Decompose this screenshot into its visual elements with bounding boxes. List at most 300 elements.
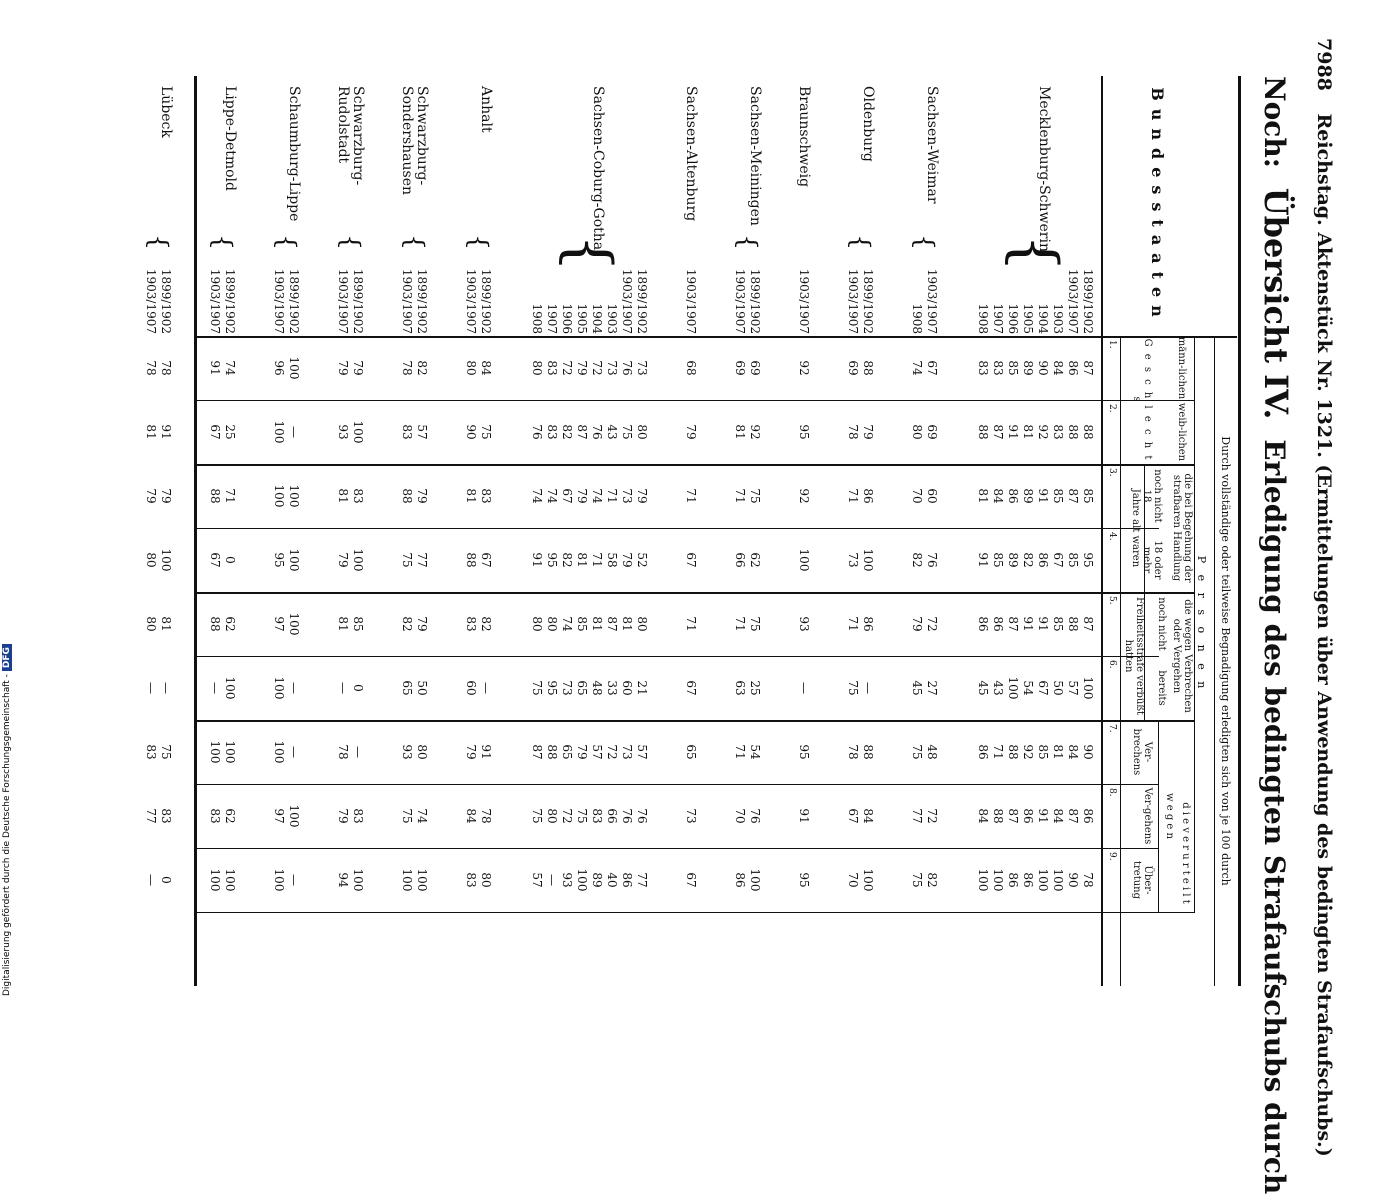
value-cell xyxy=(399,848,429,912)
value: 76 xyxy=(925,552,939,568)
value: 86 xyxy=(1006,488,1020,504)
value: 80 xyxy=(144,616,158,632)
value: 54 xyxy=(748,744,762,760)
value: 75 xyxy=(479,424,493,440)
value-cell xyxy=(463,848,493,912)
value-cell xyxy=(143,528,173,592)
value-cell xyxy=(975,592,1095,656)
value: 85 xyxy=(575,616,589,632)
year-range: 1903/1907 xyxy=(733,268,747,334)
value: 83 xyxy=(208,808,222,824)
value-cell xyxy=(529,720,649,784)
value: 86 xyxy=(976,744,990,760)
rule-banner xyxy=(1214,336,1215,986)
value: — xyxy=(545,874,559,886)
weiblich-caption: weib-lichen xyxy=(1176,402,1187,462)
brace: { xyxy=(1000,234,1070,273)
value: 76 xyxy=(530,424,544,440)
value-cell xyxy=(529,656,649,720)
value: 79 xyxy=(575,360,589,376)
year-range-list xyxy=(975,254,1095,334)
value: 79 xyxy=(336,552,350,568)
value: 91 xyxy=(1036,488,1050,504)
state-name: Mecklenburg-Schwerin xyxy=(1036,86,1052,252)
value: 75 xyxy=(846,680,860,696)
value: 73 xyxy=(635,360,649,376)
value: 43 xyxy=(991,680,1005,696)
value: — xyxy=(861,682,875,694)
value: 93 xyxy=(560,872,574,888)
bereits-caption: bereits xyxy=(1156,670,1167,706)
title-subtitle: Erledigung des bedingten Strafaufschubs durch xyxy=(1258,439,1291,1194)
value: 100 xyxy=(159,548,173,572)
value: 83 xyxy=(159,808,173,824)
value: 74 xyxy=(560,616,574,632)
value: 100 xyxy=(272,868,286,892)
value: 91 xyxy=(159,424,173,440)
value: 85 xyxy=(1051,616,1065,632)
value: 83 xyxy=(590,808,604,824)
value: 100 xyxy=(415,868,429,892)
year-range-list xyxy=(271,254,301,334)
value-cell xyxy=(271,464,301,528)
value-cell xyxy=(207,528,237,592)
value: 81 xyxy=(464,488,478,504)
year-range: 1903/1907 xyxy=(684,268,698,334)
value: 85 xyxy=(991,552,1005,568)
value: 84 xyxy=(1051,808,1065,824)
value-cell xyxy=(399,464,429,528)
value-cell xyxy=(335,720,365,784)
column-number: 5. xyxy=(1107,596,1117,605)
value-cell xyxy=(845,528,875,592)
verurteilt-caption: d i e v e r u r t e i l t xyxy=(1180,802,1191,904)
state-name: Schwarzburg-Rudolstadt xyxy=(335,86,366,186)
value: 83 xyxy=(545,424,559,440)
value: 88 xyxy=(976,424,990,440)
year-range: 1903 xyxy=(1051,303,1065,334)
value-cell xyxy=(683,400,698,464)
value: 91 xyxy=(208,360,222,376)
value: 95 xyxy=(545,552,559,568)
year-range-list xyxy=(207,254,237,334)
value: 84 xyxy=(861,808,875,824)
value: 100 xyxy=(287,548,301,572)
value-cell xyxy=(683,784,698,848)
value: 89 xyxy=(1006,552,1020,568)
year-range: 1905 xyxy=(1021,303,1035,334)
value: 85 xyxy=(1051,488,1065,504)
value: — xyxy=(797,682,811,694)
value-cell xyxy=(463,592,493,656)
value: 58 xyxy=(605,552,619,568)
state-name: Anhalt xyxy=(478,86,494,133)
value: 67 xyxy=(1036,680,1050,696)
value: 79 xyxy=(351,360,365,376)
value: 76 xyxy=(590,424,604,440)
value: 76 xyxy=(620,808,634,824)
value: 62 xyxy=(223,616,237,632)
value: 71 xyxy=(605,488,619,504)
value: 40 xyxy=(605,872,619,888)
value: 80 xyxy=(530,616,544,632)
value: 76 xyxy=(620,360,634,376)
value-cell xyxy=(143,336,173,400)
value-cell xyxy=(399,336,429,400)
value: 86 xyxy=(1081,808,1095,824)
brace: { xyxy=(335,234,365,251)
year-range: 1908 xyxy=(976,303,990,334)
value-cell xyxy=(732,656,762,720)
value-cell xyxy=(845,336,875,400)
value: 80 xyxy=(415,744,429,760)
value-cell xyxy=(796,656,811,720)
value: — xyxy=(144,874,158,886)
value: 79 xyxy=(635,488,649,504)
year-range: 1903/1907 xyxy=(620,268,634,334)
year-range: 1899/1902 xyxy=(351,268,365,334)
value: 84 xyxy=(1066,744,1080,760)
value: 88 xyxy=(1006,744,1020,760)
value: 92 xyxy=(1021,744,1035,760)
value: 57 xyxy=(415,424,429,440)
value: 84 xyxy=(1051,360,1065,376)
value-cell xyxy=(207,720,237,784)
value-cell xyxy=(683,848,698,912)
value: 83 xyxy=(144,744,158,760)
value: 60 xyxy=(464,680,478,696)
rule-colnums xyxy=(1120,336,1121,986)
value-cell xyxy=(683,656,698,720)
year-range: 1899/1902 xyxy=(635,268,649,334)
table-title xyxy=(1251,76,1295,1194)
maennlich-caption: männ-lichen xyxy=(1176,336,1187,400)
value-cell xyxy=(271,848,301,912)
year-range: 1905 xyxy=(575,303,589,334)
value: 86 xyxy=(1006,872,1020,888)
value-cell xyxy=(335,784,365,848)
value: 81 xyxy=(1051,744,1065,760)
value: 80 xyxy=(545,808,559,824)
value: 100 xyxy=(287,484,301,508)
value: 72 xyxy=(925,616,939,632)
value-cell xyxy=(335,848,365,912)
column-rule xyxy=(197,912,1195,913)
value: 72 xyxy=(560,808,574,824)
value: 86 xyxy=(620,872,634,888)
value: 33 xyxy=(605,680,619,696)
value-cell xyxy=(909,528,939,592)
value: 88 xyxy=(991,808,1005,824)
geschlecht-caption: G e s c h l e c h t s xyxy=(1131,338,1153,462)
value: 75 xyxy=(748,488,762,504)
value: 79 xyxy=(159,488,173,504)
value-cell xyxy=(463,720,493,784)
value: 52 xyxy=(635,552,649,568)
value: 27 xyxy=(925,680,939,696)
value: 76 xyxy=(748,808,762,824)
value-cell xyxy=(207,656,237,720)
value: 95 xyxy=(1081,552,1095,568)
value: 89 xyxy=(1021,360,1035,376)
value: 82 xyxy=(479,616,493,632)
value: 66 xyxy=(605,808,619,824)
value-cell xyxy=(143,720,173,784)
value-cell xyxy=(463,464,493,528)
value: 89 xyxy=(1021,488,1035,504)
value: 100 xyxy=(748,868,762,892)
value: 96 xyxy=(272,360,286,376)
value-cell xyxy=(529,592,649,656)
value: 75 xyxy=(748,616,762,632)
value: 86 xyxy=(1021,808,1035,824)
value: 83 xyxy=(991,360,1005,376)
value-cell xyxy=(975,528,1095,592)
value-cell xyxy=(271,336,301,400)
value: 78 xyxy=(400,360,414,376)
value-cell xyxy=(529,528,649,592)
value: 83 xyxy=(1051,424,1065,440)
brace: { xyxy=(732,234,762,251)
value: 57 xyxy=(590,744,604,760)
value: 80 xyxy=(479,872,493,888)
year-range: 1906 xyxy=(560,303,574,334)
value: 75 xyxy=(530,680,544,696)
year-range: 1903/1907 xyxy=(336,268,350,334)
year-range: 1899/1902 xyxy=(479,268,493,334)
value: — xyxy=(351,746,365,758)
value: 74 xyxy=(545,488,559,504)
value: 95 xyxy=(797,744,811,760)
value: 66 xyxy=(733,552,747,568)
year-range: 1899/1902 xyxy=(861,268,875,334)
verbrechens-caption: Ver-brechens xyxy=(1131,728,1153,776)
value: 71 xyxy=(684,616,698,632)
uebertretung-caption: Über-tretung xyxy=(1131,860,1153,900)
value: 69 xyxy=(733,360,747,376)
value-cell xyxy=(271,784,301,848)
value: 60 xyxy=(620,680,634,696)
value-cell xyxy=(143,464,173,528)
value: 57 xyxy=(635,744,649,760)
value: 78 xyxy=(1081,872,1095,888)
value-cell xyxy=(909,592,939,656)
value: 93 xyxy=(400,744,414,760)
value: 100 xyxy=(223,676,237,700)
value: 77 xyxy=(144,808,158,824)
value: 62 xyxy=(748,552,762,568)
value: 83 xyxy=(479,488,493,504)
value: 82 xyxy=(925,872,939,888)
value: 100 xyxy=(208,740,222,764)
value: 100 xyxy=(351,420,365,444)
state-name: Lippe-Detmold xyxy=(222,86,238,191)
value: 87 xyxy=(575,424,589,440)
value: 84 xyxy=(991,488,1005,504)
value-cell xyxy=(399,656,429,720)
value: 81 xyxy=(590,616,604,632)
column-number: 4. xyxy=(1107,532,1117,541)
value-cell xyxy=(399,592,429,656)
value: 95 xyxy=(797,424,811,440)
brace: { xyxy=(143,234,173,251)
freiheitsstrafe-caption: Freiheitsstrafe verbüßt hatten xyxy=(1123,596,1145,716)
value: 75 xyxy=(400,552,414,568)
year-range: 1906 xyxy=(1006,303,1020,334)
year-range: 1903/1907 xyxy=(925,268,939,334)
year-range: 1907 xyxy=(991,303,1005,334)
year-range-list xyxy=(683,254,698,334)
year-range-list xyxy=(399,254,429,334)
year-range: 1908 xyxy=(910,303,924,334)
value: 60 xyxy=(925,488,939,504)
value: — xyxy=(479,682,493,694)
value: 45 xyxy=(976,680,990,696)
value: 91 xyxy=(479,744,493,760)
value: — xyxy=(287,426,301,438)
value: 87 xyxy=(1081,360,1095,376)
value: 78 xyxy=(479,808,493,824)
value: 63 xyxy=(733,680,747,696)
value: 80 xyxy=(635,616,649,632)
value: 72 xyxy=(560,360,574,376)
value-cell xyxy=(143,592,173,656)
state-name: Sachsen-Meiningen xyxy=(747,86,763,226)
value: 77 xyxy=(635,872,649,888)
value: 75 xyxy=(575,808,589,824)
year-range-list xyxy=(909,254,939,334)
value: 81 xyxy=(336,616,350,632)
title-label: Übersicht IV. xyxy=(1257,187,1295,420)
page-number: 7988 xyxy=(1313,38,1335,91)
value: 79 xyxy=(575,488,589,504)
value: 88 xyxy=(464,552,478,568)
value: 86 xyxy=(1066,360,1080,376)
value: 88 xyxy=(545,744,559,760)
state-name: Sachsen-Altenburg xyxy=(683,86,699,222)
value: 83 xyxy=(400,424,414,440)
value-cell xyxy=(732,400,762,464)
year-range: 1903/1907 xyxy=(144,268,158,334)
value-cell xyxy=(143,400,173,464)
value: 81 xyxy=(976,488,990,504)
value: 80 xyxy=(545,616,559,632)
state-name: Braunschweig xyxy=(796,86,812,188)
value: 83 xyxy=(351,808,365,824)
value: 97 xyxy=(272,808,286,824)
column-number: 2. xyxy=(1107,404,1117,413)
value: 73 xyxy=(560,680,574,696)
value: 100 xyxy=(400,868,414,892)
value: 79 xyxy=(336,808,350,824)
value: 88 xyxy=(208,488,222,504)
value: 100 xyxy=(272,740,286,764)
year-range-list xyxy=(335,254,365,334)
value: 78 xyxy=(159,360,173,376)
value: 74 xyxy=(530,488,544,504)
value: 92 xyxy=(1036,424,1050,440)
value-cell xyxy=(683,336,698,400)
value: 68 xyxy=(684,360,698,376)
value: 74 xyxy=(415,808,429,824)
value: 91 xyxy=(1021,616,1035,632)
value: 81 xyxy=(575,552,589,568)
value-cell xyxy=(732,784,762,848)
brace: { xyxy=(271,234,301,251)
value: 21 xyxy=(635,680,649,696)
value: 79 xyxy=(464,744,478,760)
value-cell xyxy=(399,784,429,848)
value-cell xyxy=(335,464,365,528)
value-cell xyxy=(845,592,875,656)
value-cell xyxy=(975,656,1095,720)
value-cell xyxy=(845,720,875,784)
value: 70 xyxy=(846,872,860,888)
value: 67 xyxy=(684,552,698,568)
year-range: 1904 xyxy=(590,303,604,334)
value: 82 xyxy=(415,360,429,376)
value-cell xyxy=(271,592,301,656)
value-cell xyxy=(845,784,875,848)
value: — xyxy=(144,682,158,694)
value: 100 xyxy=(351,868,365,892)
value: 70 xyxy=(910,488,924,504)
value: 81 xyxy=(144,424,158,440)
footer-credit xyxy=(2,600,14,996)
value: 82 xyxy=(560,424,574,440)
value: 90 xyxy=(464,424,478,440)
value: — xyxy=(159,682,173,694)
value: 65 xyxy=(400,680,414,696)
value: 100 xyxy=(976,868,990,892)
value: 100 xyxy=(861,868,875,892)
value: 79 xyxy=(910,616,924,632)
title-prefix: Noch: xyxy=(1258,76,1291,169)
value: 79 xyxy=(336,360,350,376)
value: 48 xyxy=(590,680,604,696)
value: 71 xyxy=(991,744,1005,760)
value: 73 xyxy=(620,744,634,760)
year-range-list xyxy=(463,254,493,334)
value-cell xyxy=(683,720,698,784)
value: 75 xyxy=(910,744,924,760)
year-range: 1899/1902 xyxy=(748,268,762,334)
value: 100 xyxy=(797,548,811,572)
year-range: 1903/1907 xyxy=(464,268,478,334)
value: 100 xyxy=(1081,676,1095,700)
value: — xyxy=(287,874,301,886)
value-cell xyxy=(796,784,811,848)
value-cell xyxy=(796,528,811,592)
state-name: Schaumburg-Lippe xyxy=(286,86,302,222)
value: 83 xyxy=(464,616,478,632)
value: 88 xyxy=(400,488,414,504)
value-cell xyxy=(463,656,493,720)
year-range: 1899/1902 xyxy=(223,268,237,334)
value: 88 xyxy=(1081,424,1095,440)
column-head-bundesstaaten: Bundesstaaten xyxy=(1148,87,1167,325)
value: 86 xyxy=(1036,552,1050,568)
value: 73 xyxy=(684,808,698,824)
value-cell xyxy=(796,464,811,528)
jahre-alt-caption: Jahre alt waren xyxy=(1130,488,1141,568)
value: 100 xyxy=(575,868,589,892)
noch-nicht-18-caption: noch nicht 18 xyxy=(1141,469,1163,523)
value: 83 xyxy=(976,360,990,376)
value: 100 xyxy=(272,676,286,700)
value: 71 xyxy=(733,488,747,504)
value: 83 xyxy=(351,488,365,504)
